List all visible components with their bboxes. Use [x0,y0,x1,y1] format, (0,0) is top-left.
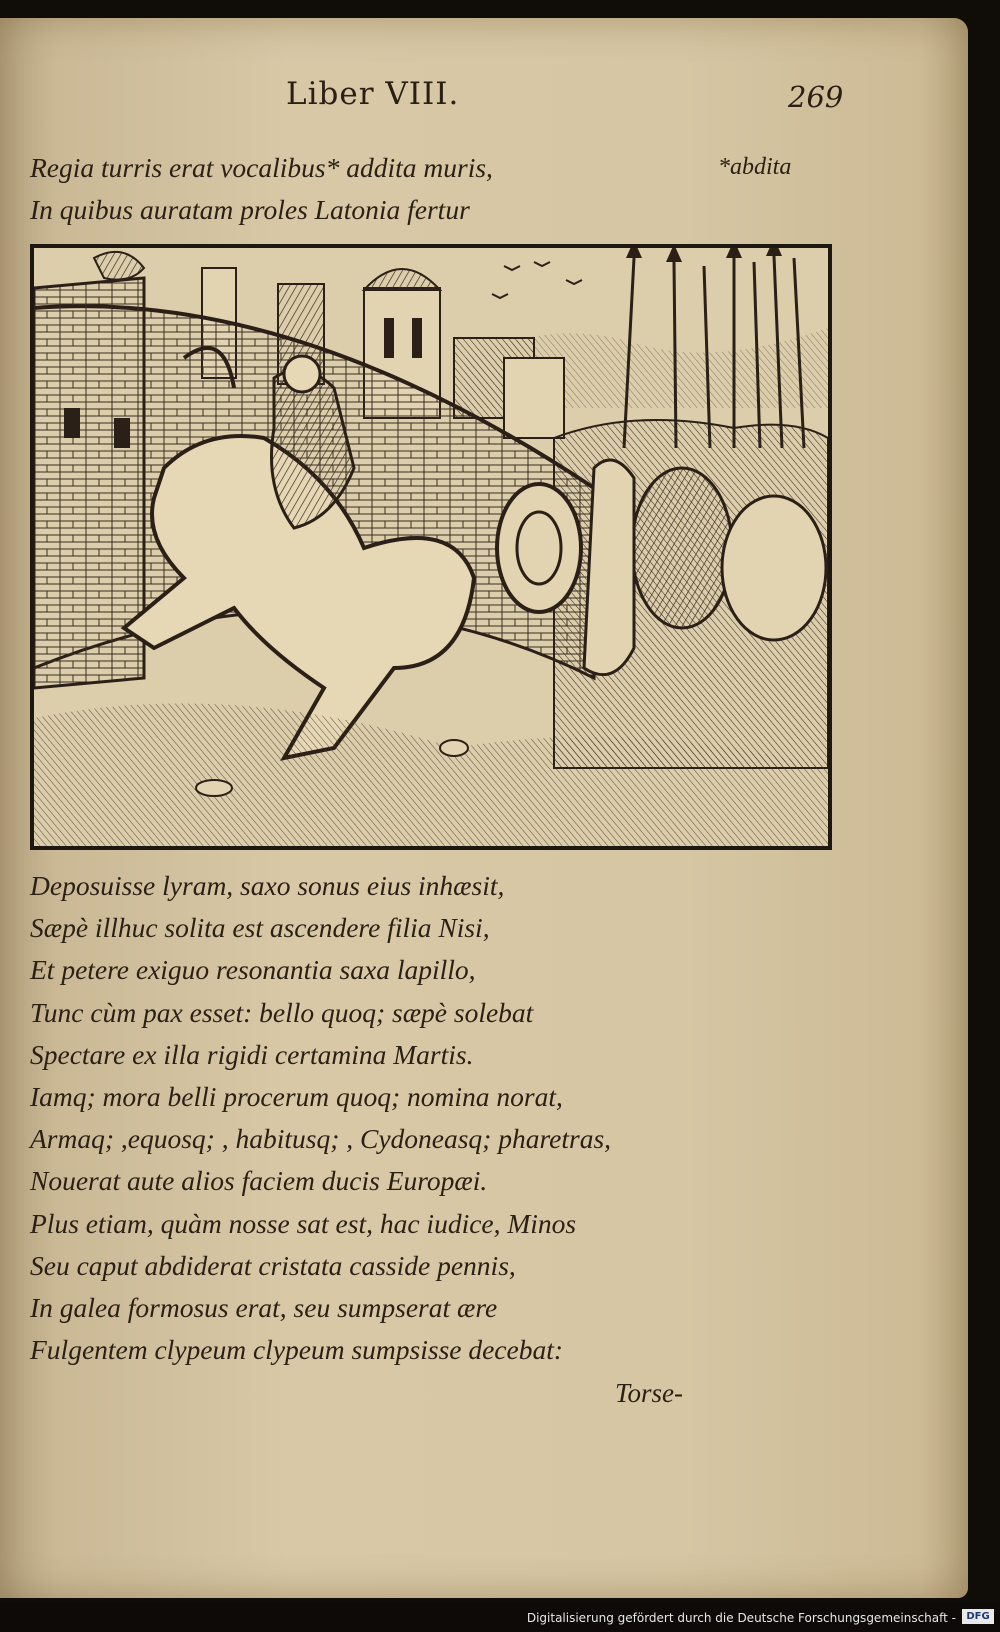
verse-line: Armaq; ,equosq; , habitusq; , Cydoneasq; pharetras, [30,1123,612,1155]
verse-line: Nouerat aute alios faciem ducis Europæi. [30,1165,488,1197]
verse-line: Fulgentem clypeum clypeum sumpsisse decebat: [30,1334,564,1366]
verse-line: Plus etiam, quàm nosse sat est, hac iudice, Minos [30,1207,577,1239]
footer-credit: Digitalisierung gefördert durch die Deutsche Forschungsgemeinschaft - [526,1611,956,1625]
book-page [0,18,968,1598]
woodcut-siege-icon [34,248,828,846]
catchword: Torse- [615,1378,684,1408]
page-title: Liber VIII. [286,76,460,112]
verse-line: Tunc cùm pax esset: bello quoq; sæpè solebat [30,996,534,1028]
verse-line-top-1: Regia turris erat vocalibus* addita muris, [30,152,493,183]
marginal-note: *abdita [718,154,792,180]
woodcut-illustration [30,244,832,850]
verse-line-top-2: In quibus auratam proles Latonia fertur [30,194,470,225]
verse-line: Deposuisse lyram, saxo sonus eius inhæsit, [30,870,505,901]
verse-line: Iamq; mora belli procerum quoq; nomina norat, [30,1080,563,1112]
verse-line: Spectare ex illa rigidi certamina Martis. [30,1038,474,1070]
verse-line: Seu caput abdiderat cristata casside pennis, [30,1249,516,1281]
verse-line: In galea formosus erat, seu sumpserat ære [30,1291,498,1323]
footer-bar [0,1602,1000,1632]
verse-block [30,870,611,1376]
dfg-logo-icon: DFG [962,1609,994,1624]
verse-line: Sæpè illhuc solita est ascendere filia Nisi, [30,912,490,944]
verse-line: Et petere exiguo resonantia saxa lapillo, [30,954,476,986]
page-number: 269 [788,80,844,114]
